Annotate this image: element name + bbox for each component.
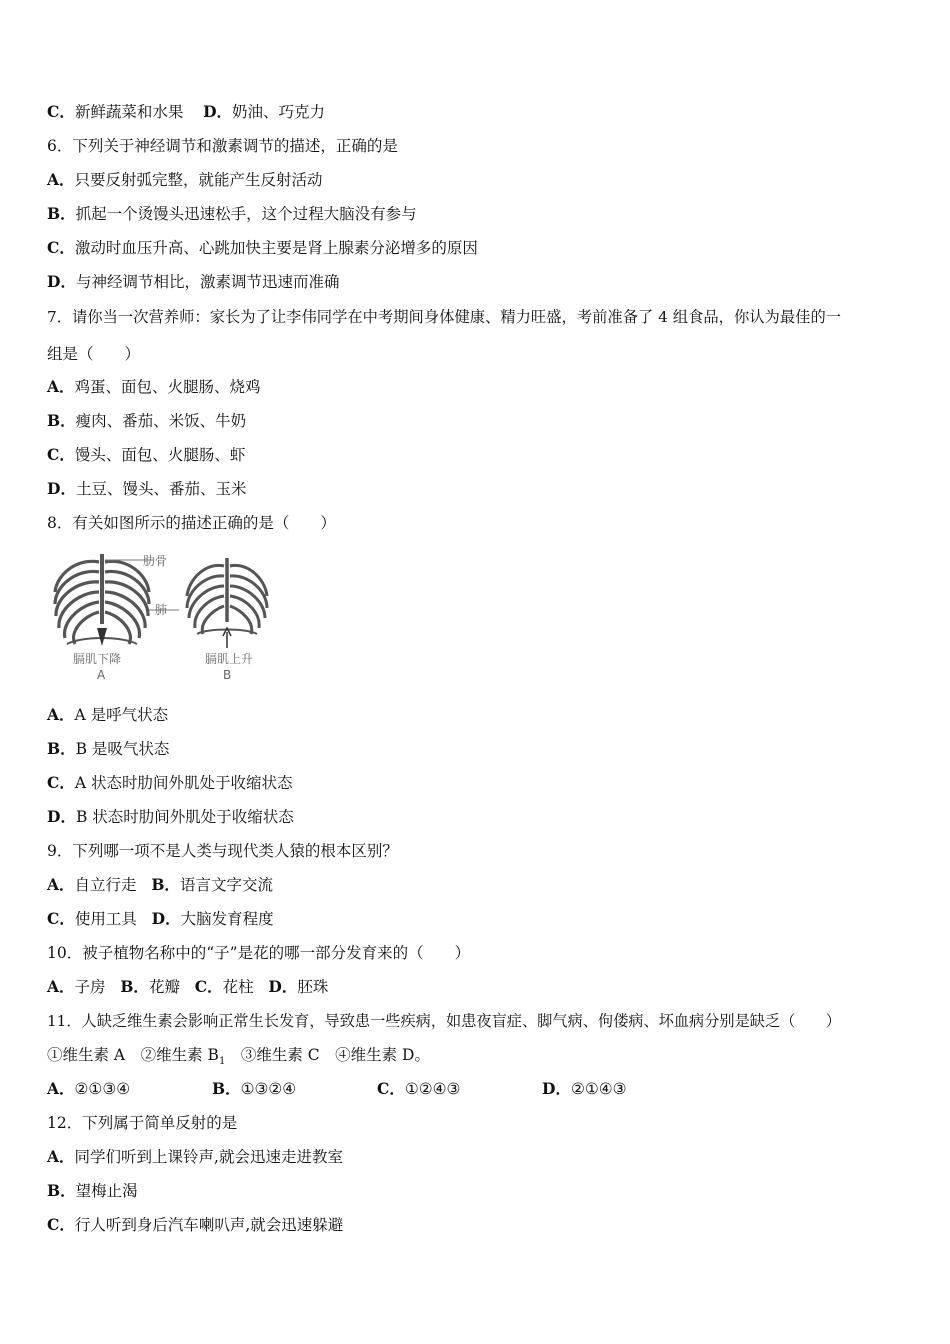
ribcage-figure xyxy=(47,548,287,686)
q9-options-cd: C．使用工具 D．大脑发育程度 xyxy=(47,909,274,928)
q8-option-b: B．B 是吸气状态 xyxy=(47,739,170,758)
q12-option-c: C．行人听到身后汽车喇叭声,就会迅速躲避 xyxy=(47,1215,344,1234)
q6-option-b: B．抓起一个烫馒头迅速松手，这个过程大脑没有参与 xyxy=(47,204,417,223)
figure-caption-a: 膈肌下降 xyxy=(73,652,122,666)
q12-stem: 12．下列属于简单反射的是 xyxy=(47,1114,238,1132)
q6-stem: 6．下列关于神经调节和激素调节的描述，正确的是 xyxy=(47,137,398,155)
q10-options: A．子房 B．花瓣 C．花柱 D．胚珠 xyxy=(47,977,329,996)
q8-option-d: D．B 状态时肋间外肌处于收缩状态 xyxy=(47,807,294,826)
q12-option-b: B．望梅止渴 xyxy=(47,1181,138,1200)
q7-stem-line1: 7．请你当一次营养师：家长为了让李伟同学在中考期间身体健康、精力旺盛，考前准备了 4 组食品，你认为最佳的一 xyxy=(47,308,842,326)
figure-label-a: A xyxy=(97,668,106,682)
down-arrow-icon xyxy=(97,628,107,646)
q8-option-a: A．A 是呼气状态 xyxy=(47,705,169,724)
q6-option-d: D．与神经调节相比，激素调节迅速而准确 xyxy=(47,272,340,291)
q7-option-a: A．鸡蛋、面包、火腿肠、烧鸡 xyxy=(47,377,261,396)
q7-option-d: D．土豆、馒头、番茄、玉米 xyxy=(47,479,247,498)
q9-stem: 9．下列哪一项不是人类与现代类人猿的根本区别？ xyxy=(47,842,398,860)
q7-stem-line2: 组是（ ） xyxy=(47,345,141,363)
figure-label-rib: 肋骨 xyxy=(143,554,168,568)
q12-option-a: A．同学们听到上课铃声,就会迅速走进教室 xyxy=(47,1147,343,1166)
q10-stem: 10．被子植物名称中的“子”是花的哪一部分发育来的（ ） xyxy=(47,944,471,962)
figure-label-lung: 肺 xyxy=(155,603,168,617)
q6-option-a: A．只要反射弧完整，就能产生反射活动 xyxy=(47,170,323,189)
q8-option-c: C．A 状态时肋间外肌处于收缩状态 xyxy=(47,773,293,792)
q6-option-c: C．激动时血压升高、心跳加快主要是肾上腺素分泌增多的原因 xyxy=(47,238,478,257)
q8-stem: 8．有关如图所示的描述正确的是（ ） xyxy=(47,514,336,532)
figure-caption-b: 膈肌上升 xyxy=(205,652,254,666)
ribcage-b xyxy=(187,558,267,634)
q5-options-cd: C．新鲜蔬菜和水果 D．奶油、巧克力 xyxy=(47,102,326,121)
q11-items: ①维生素 A ②维生素 $B_1$ ③维生素 C ④维生素 D。 xyxy=(47,1046,430,1068)
q11-stem: 11．人缺乏维生素会影响正常生长发育，导致患一些疾病，如患夜盲症、脚气病、佝偻病、坏血病分别是缺乏（ ） xyxy=(47,1012,841,1030)
q7-option-b: B．瘦肉、番茄、米饭、牛奶 xyxy=(47,411,247,430)
q7-option-c: C．馒头、面包、火腿肠、虾 xyxy=(47,445,246,464)
figure-label-b: B xyxy=(223,668,232,682)
q9-options-ab: A．自立行走 B．语言文字交流 xyxy=(47,875,273,894)
